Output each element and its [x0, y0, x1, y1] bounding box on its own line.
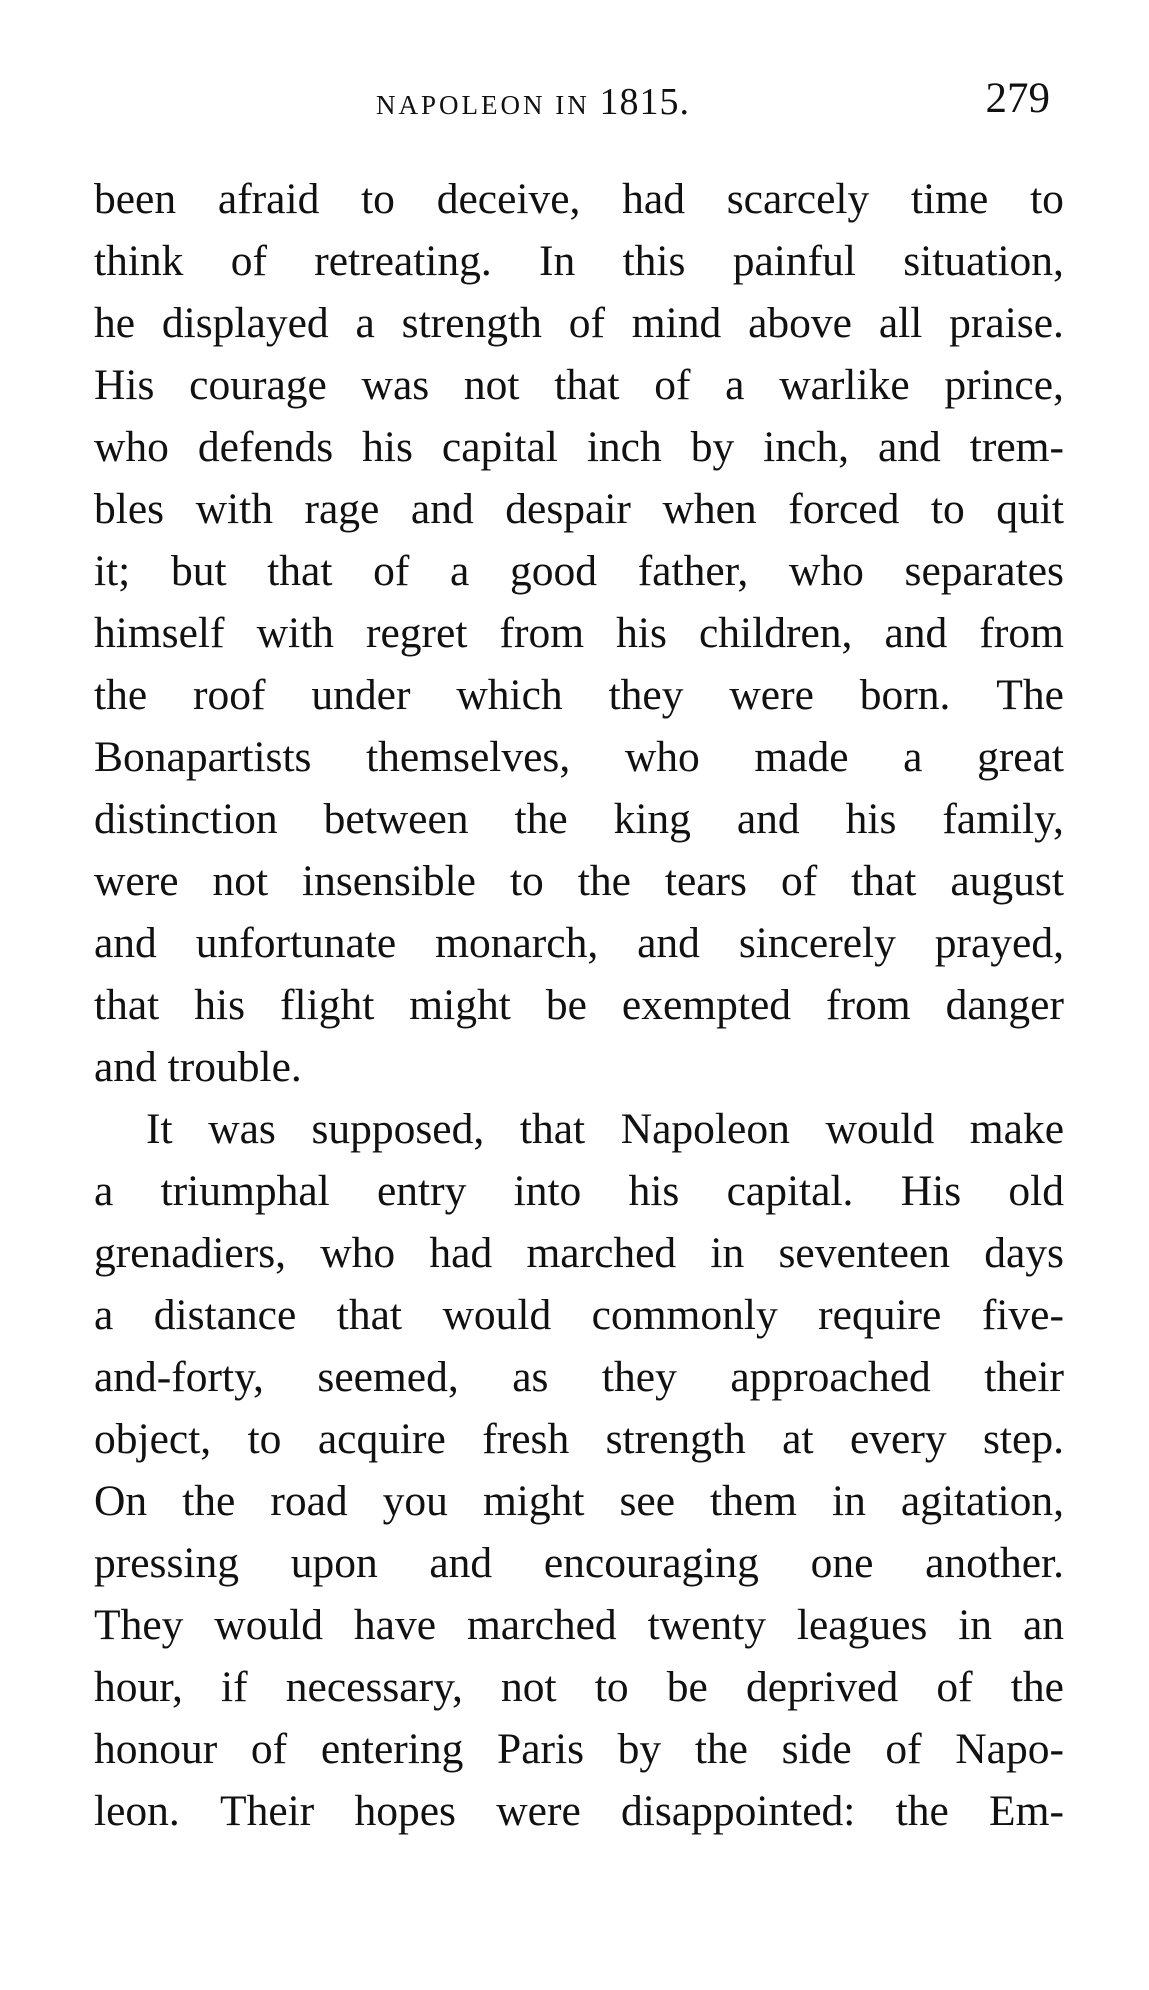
text-line: himself with regret from his children, and from: [94, 609, 1064, 657]
text-line: a triumphal entry into his capital. His old: [94, 1167, 1064, 1215]
paragraph-start-line: It was supposed, that Napoleon would make: [146, 1105, 1064, 1153]
text-line: that his flight might be exempted from danger: [94, 981, 1064, 1029]
text-line: it; but that of a good father, who separates: [94, 547, 1064, 595]
text-line: leon. Their hopes were disappointed: the Em-: [94, 1787, 1064, 1835]
text-line: a distance that would commonly require five-: [94, 1291, 1064, 1339]
running-title: [376, 80, 690, 124]
text-line: grenadiers, who had marched in seventeen days: [94, 1229, 1064, 1277]
text-line: and-forty, seemed, as they approached their: [94, 1353, 1064, 1401]
running-title-text: NAPOLEON IN: [376, 90, 600, 120]
text-line: and unfortunate monarch, and sincerely prayed,: [94, 919, 1064, 967]
text-line: been afraid to deceive, had scarcely time to: [94, 175, 1064, 223]
text-line: think of retreating. In this painful situation,: [94, 237, 1064, 285]
text-line: hour, if necessary, not to be deprived of the: [94, 1663, 1064, 1711]
text-line: who defends his capital inch by inch, and trem-: [94, 423, 1064, 471]
text-line: bles with rage and despair when forced to quit: [94, 485, 1064, 533]
paragraph-end-line: and trouble.: [94, 1043, 302, 1091]
running-head: [94, 70, 1056, 130]
text-line: His courage was not that of a warlike prince,: [94, 361, 1064, 409]
text-line: They would have marched twenty leagues in an: [94, 1601, 1064, 1649]
text-line: object, to acquire fresh strength at every step.: [94, 1415, 1064, 1463]
text-line: the roof under which they were born. The: [94, 671, 1064, 719]
text-line: honour of entering Paris by the side of Napo-: [94, 1725, 1064, 1773]
body-text: [94, 168, 1064, 1842]
text-line: pressing upon and encouraging one another.: [94, 1539, 1064, 1587]
text-line: Bonapartists themselves, who made a great: [94, 733, 1064, 781]
text-line: On the road you might see them in agitation,: [94, 1477, 1064, 1525]
text-line: distinction between the king and his family,: [94, 795, 1064, 843]
page-number: 279: [985, 75, 1050, 122]
running-title-year: 1815.: [599, 81, 690, 123]
text-line: were not insensible to the tears of that august: [94, 857, 1064, 905]
text-line: he displayed a strength of mind above all praise.: [94, 299, 1064, 347]
